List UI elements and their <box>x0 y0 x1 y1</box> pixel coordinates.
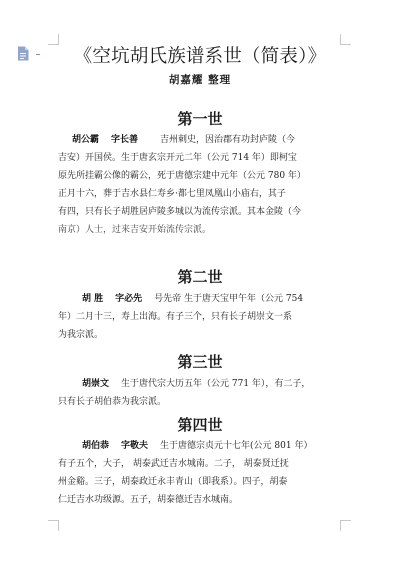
gen4-line-4: 仁迁吉水功级源。五子，胡泰德迁吉水城南。 <box>58 495 239 505</box>
gen1-courtesy-name: 字长善 <box>111 135 139 145</box>
crop-mark-bottom-left <box>48 520 59 531</box>
gen2-line-2: 年）二月十三，寿上出海。有子三个，只有长子胡崇文一系 <box>58 312 293 322</box>
gen3-text-1: 生于唐代宗大历五年（公元 771 年），有二子， <box>121 379 311 389</box>
gen2-line-3: 为我宗派。 <box>58 330 104 340</box>
gen2-text-1: 号先帝 生于唐天宝甲午年（公元 754 <box>154 294 304 304</box>
gen3-line-2: 只有长子胡伯恭为我宗派。 <box>58 397 167 407</box>
crop-mark-bottom-right <box>340 520 351 531</box>
gen1-line-6: 南京）人士，过来吉安开始流传宗派。 <box>58 225 212 235</box>
gen2-line-1 <box>82 293 348 305</box>
gen1-line-3: 原先所挂霸公像的霸公，死于唐德宗建中元年（公元 780 年） <box>58 171 306 181</box>
gen2-person-name: 胡 胜 <box>82 294 104 304</box>
gen1-line-4: 正月十六，葬于吉水县仁寿乡·都七里凤凰山小庙右，其子 <box>58 189 286 199</box>
gen1-person-name: 胡公霸 <box>72 135 100 145</box>
gen3-person-name: 胡崇文 <box>82 379 110 389</box>
gen1-line-2: 吉安）开国侯。生于唐玄宗开元二年（公元 714 年）即柯宝 <box>58 153 297 163</box>
gen4-line-2: 有子五个，大子， 胡泰武迁吉水城南。二子， 胡泰贤迁抚 <box>58 459 289 469</box>
gen1-line-5: 有四，只有长子胡胜居庐陵多城以为流传宗派。其本金陵（今 <box>58 207 302 217</box>
generation-heading-1: 第一世 <box>177 110 223 128</box>
gen4-person-name: 胡伯恭 <box>82 441 110 451</box>
document-title: 《空坑胡氏族谱系世（简表）》 <box>73 46 327 67</box>
generation-heading-3: 第三世 <box>177 353 223 371</box>
generation-heading-2: 第二世 <box>177 268 223 286</box>
gen4-line-1 <box>82 440 348 452</box>
generation-heading-4: 第四世 <box>177 416 223 434</box>
gen1-line-1 <box>72 134 348 146</box>
gen3-line-1 <box>82 378 348 390</box>
gen2-courtesy-name: 字必先 <box>115 294 143 304</box>
gen4-courtesy-name: 字敬夫 <box>121 441 149 451</box>
gen1-text-1: 吉州刺史，因治郡有功封庐陵（今 <box>160 135 296 145</box>
compiler-line: 胡嘉耀 整理 <box>168 74 232 86</box>
gen4-text-1: 生于唐德宗贞元十七年(公元 801 年） <box>160 441 313 451</box>
gen4-line-3: 州金谿。三子，胡泰政迁永丰青山（即我系）。四子，胡泰 <box>58 477 288 487</box>
